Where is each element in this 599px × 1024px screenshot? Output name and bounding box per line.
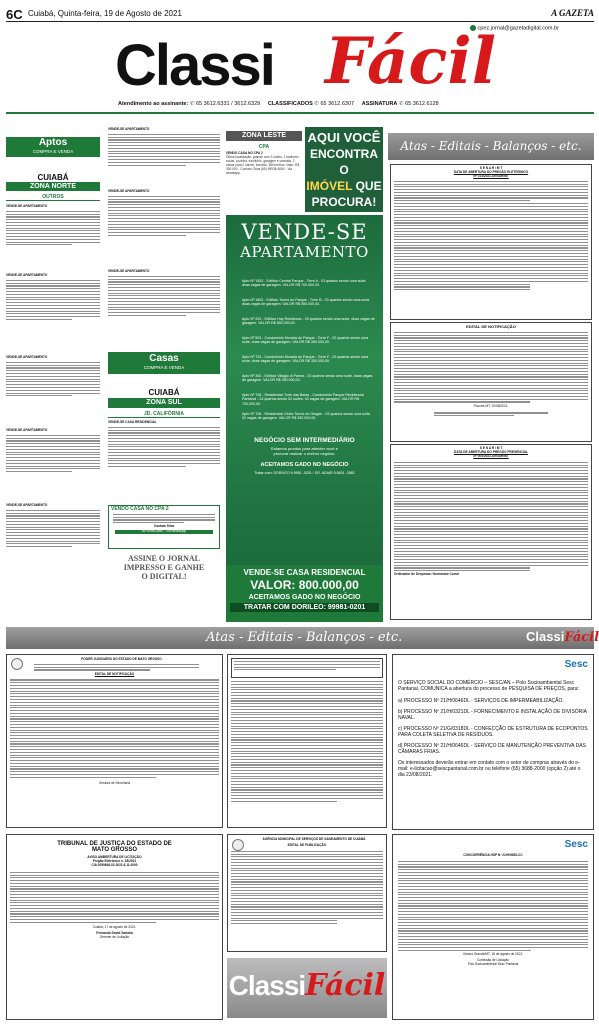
ad-title: VENDE-SE APARTAMENTO	[6, 355, 48, 359]
ad-body	[6, 435, 100, 472]
ad-body: Ótima localização, grande com 3 suítes, 1 banheiro social, cozinha, escritório, garagem e varanda. 2 casas para 2 carros, fornada, 380 metros. Valor: R$ 300.000 - Contato: Silva (65) 99936-6060 - Via whatsapp.	[226, 154, 300, 175]
classi-facil-bottom-logo	[227, 958, 387, 1018]
big-ad-sub: procurar realizar o melhor negócio.	[273, 451, 336, 456]
ad-body	[6, 362, 100, 396]
sesc-item: a) PROCESSO Nº 21/H/0646DL - SERVIÇOS DE IMPERMEABILIZAÇÃO.	[398, 698, 564, 704]
col1-ads	[6, 205, 100, 582]
notice-date: Cuiabá, 17 de agosto de 2021.	[92, 924, 137, 929]
zone-leste: ZONA LESTE	[226, 131, 302, 141]
notice-signer: Ordenador de Despesas: Normando Corral	[394, 572, 459, 577]
big-ad-no-middleman: NEGÓCIO SEM INTERMEDIÁRIO	[254, 437, 355, 444]
phone-icon: ✆	[314, 101, 319, 107]
promo-body	[109, 514, 219, 523]
subscribe-line: IMPRESSO E GANHE	[123, 563, 205, 572]
classified-ad	[108, 190, 220, 270]
classified-ad	[108, 270, 220, 350]
notice-table-header	[231, 658, 383, 678]
notice-org: PODER JUDICIÁRIO DO ESTADO DE MATO GROSSO	[81, 657, 162, 661]
notice-title: EDITAL DE NOTIFICAÇÃO	[466, 324, 516, 329]
subscribe-line: ASSINE O JORNAL	[127, 554, 200, 563]
big-ad-title: APARTAMENTO	[240, 243, 369, 261]
court-seal	[11, 658, 23, 670]
ad-title: VENDE-SE APARTAMENTO	[6, 204, 48, 208]
house-ad	[226, 565, 383, 622]
banner-line: ENCONTRA O	[310, 147, 378, 177]
phone-icon: ✆	[189, 101, 195, 107]
section-header-casas	[108, 352, 220, 374]
notice-org: TRIBUNAL DE JUSTIÇA DO ESTADO DE	[57, 841, 172, 847]
service-label: Atendimento ao assinante:	[118, 101, 189, 107]
ad-body	[108, 134, 220, 166]
subscribe-line: O DIGITAL!	[141, 572, 187, 581]
banner-line: PROCURA!	[311, 195, 377, 209]
service-phone: 65 3612.6331 / 3612.6329	[195, 101, 261, 107]
sesc-intro: O SERVIÇO SOCIAL DO COMÉRCIO – SESC/AN – Polo Socioambiental Sesc Pantanal, COMUNICA a abertura do processo de PESQUISA DE PREÇOS, para:	[398, 680, 579, 692]
ad-title: VENDE-SE APARTAMENTO	[108, 189, 150, 193]
col2-ads	[108, 128, 220, 350]
big-ad-accept: ACEITAMOS GADO NO NEGÓCIO	[260, 462, 349, 468]
promo-box	[108, 505, 220, 549]
classificados-phone: 65 3612.6307	[320, 101, 355, 107]
notice-notificacao	[390, 322, 592, 442]
zone-sul: ZONA SUL	[108, 398, 220, 408]
contact-line	[118, 101, 588, 110]
mini-brand-classi: Classi	[526, 629, 565, 644]
header-bar	[6, 6, 594, 22]
ad-body	[6, 280, 100, 320]
ad-title: VENDE-SE APARTAMENTO	[108, 269, 150, 273]
promo-title: VENDO CASA NO CPA 2	[111, 506, 169, 512]
brand-facil: Fácil	[325, 24, 496, 99]
big-ad-item: Apto Nº 708 - Residencial Torre das Baías - Condomínio Parque Residencial Pantanal - 03 quartos sendo 02 suítes, 02 vagas de garagem. VALOR R$ 700.000,00.	[242, 393, 364, 406]
paper-logo: A GAZETA	[551, 8, 594, 18]
notice-cia: CIA 0059846-02.2021.8.11.0000	[91, 862, 138, 867]
city-cuiaba: CUIABÁ	[148, 388, 180, 397]
ad-title: VENDE-SE CASA RESIDENCIAL	[108, 420, 157, 424]
notice-judiciario	[6, 654, 223, 828]
brand-logo	[115, 24, 496, 99]
notice-body	[10, 679, 219, 777]
notice-title: DATA DE ABERTURA DO PREGÃO PRESENCIAL	[454, 449, 528, 454]
ad-title: VENDE-SE APARTAMENTO	[6, 503, 48, 507]
notice-number: Nº 005/2021-SENAR/MT	[473, 453, 509, 458]
notice-org: Polo Socioambiental Sesc Pantanal	[467, 961, 519, 966]
zone-norte: ZONA NORTE	[6, 182, 100, 191]
house-contact: TRATAR COM DORILEO: 99981-0201	[230, 603, 379, 612]
notice-signer: Fernando David Sarlaha	[96, 930, 133, 935]
notice-table-lines	[232, 659, 382, 674]
notice-title: EDITAL DE PUBLICAÇÃO	[287, 842, 327, 847]
section-subtitle: COMPRA E VENDA	[143, 365, 185, 370]
notice-signature	[434, 412, 548, 416]
ad-title: VENDE-SE APARTAMENTO	[6, 428, 48, 432]
house-title: VENDE-SE CASA RESIDENCIAL	[243, 568, 366, 577]
notice-body	[398, 861, 588, 951]
brand-facil: Fácil	[305, 968, 386, 1003]
banner-atas-top	[388, 133, 594, 160]
big-ad-item: Apto Nº 708 - Residencial Clube Torres do Gmgae - 03 quartos sendo uma suíte, 02 vagas de garagem. VALOR R$ 350.000,00.	[242, 412, 371, 421]
mini-brand	[526, 629, 599, 645]
notice-title: DATA DE ABERTURA DO PREGÃO ELETRÔNICO	[453, 169, 529, 174]
banner-line: AQUI VOCÊ	[307, 130, 381, 145]
notice-tribunal	[6, 834, 223, 1020]
notice-title: CONCORRÊNCIA HSP Nº 21/H/0085-CC	[463, 853, 523, 857]
phone-icon: ✆	[398, 101, 404, 107]
notice-body	[231, 681, 383, 802]
classified-ad	[6, 356, 100, 429]
notice-city: Poconé-MT, 19/08/2021.	[473, 403, 509, 408]
classificados-label: CLASSIFICADOS	[267, 101, 313, 107]
notice-sesc-1	[392, 654, 594, 830]
notice-senar-2	[390, 444, 592, 620]
sesc-logo: Sesc	[564, 659, 588, 670]
ad-body	[108, 276, 220, 316]
notice-center-top	[227, 654, 387, 828]
assinatura-label: ASSINATURA	[361, 101, 398, 107]
section-title: Aptos	[38, 137, 68, 148]
notice-org: S E N A R / M T	[479, 446, 503, 450]
promo-contact: Contato Silva	[153, 524, 175, 529]
notice-sesc-2	[392, 834, 594, 1020]
sesc-item: b) PROCESSO Nº 21/H/0321DL - FORNECIMENTO E INSTALAÇÃO DE DIVISÓRIA NAVAL.	[398, 709, 587, 721]
city-cuiaba: CUIABÁ	[37, 173, 69, 182]
banner-text: Atas - Editais - Balanços - etc.	[206, 630, 403, 645]
email-link[interactable]: cpez.jornal@gazetadigital.com.br	[477, 25, 559, 32]
big-ad-item: Apto Nº 703 - Condomínio Morada do Parque - Torre F - 02 quartos sendo uma suíte, duas vagas de garagem. VALOR R$ 350.000,00.	[242, 355, 369, 364]
dateline: Cuiabá, Quinta-feira, 19 de Agosto de 2021	[28, 9, 182, 18]
banner-line: QUE	[355, 179, 382, 193]
promo-phone: 65 99936-6660 - Via WhatsApp	[115, 530, 213, 534]
ad-body	[6, 510, 100, 547]
ad-body	[108, 196, 220, 236]
notice-org: S E N A R / M T	[479, 166, 503, 170]
notice-senar-1	[390, 164, 592, 320]
classified-ad	[108, 421, 220, 499]
ad-title: VENDE-SE APARTAMENTO	[6, 273, 48, 277]
big-ad-sub: Estamos prontos para atender você e	[271, 446, 338, 451]
agency-logo	[232, 839, 244, 851]
ad-body	[108, 427, 220, 467]
ad-title: VENDO CASA NO CPA 2	[226, 151, 263, 155]
section-header-aptos	[6, 137, 100, 157]
banner-imovel	[305, 127, 383, 212]
notice-title: AVISO AMBERTURA DE LICITAÇÃO	[87, 855, 142, 859]
banner-text: Atas - Editais - Balanços - etc.	[400, 139, 582, 153]
brand-classi: Classi	[115, 33, 274, 98]
big-ad-item: Apto Nº 1803 - Edifício Torres do Parque - Torre B - 03 quartos sendo uma suíte, duas vagas de garagem. VALOR R$ 550.000,00.	[242, 298, 371, 307]
notice-role: Gerente de Licitação	[99, 934, 130, 939]
sesc-footer: Os interessados deverão entrar em contato com o setor de compras através do e-mail: e-licitacao@sescpantanal.com.br ou telefone (65) 3688-2000 (opção 2) até o dia 23/08/2021.	[398, 760, 581, 778]
sesc-item: d) PROCESSO Nº 21/H/0646DL - SERVIÇO DE MANUTENÇÃO PREVENTIVA DAS CÂMARAS FRIAS.	[398, 743, 586, 755]
house-accept: ACEITAMOS GADO NO NEGÓCIO	[248, 594, 361, 601]
notice-body	[231, 851, 383, 924]
header-rule	[6, 112, 594, 114]
classified-ad	[6, 504, 100, 582]
banner-atas-middle	[6, 627, 599, 649]
sesc-item: c) PROCESSO Nº 21/G/0318DL - CONFECÇÃO DE ESTRUTURA DE ECOPONTOS PARA COLETA SELETIVA DE RESÍDUOS.	[398, 726, 588, 738]
sesc-logo: Sesc	[564, 839, 588, 850]
notice-signer: Gestora de Secretaria	[98, 780, 131, 785]
classified-ad	[226, 152, 302, 212]
notice-body	[10, 872, 219, 923]
section-title: Casas	[149, 353, 179, 364]
big-ad-contacts: Tratar com: DORILEO 9.9981 -0201 / SR. ADAIR 9.8401 -2882	[254, 471, 355, 475]
big-ad-items	[226, 279, 383, 431]
subhead-jd-california: JD. CALIFÓRNIA	[108, 411, 220, 418]
notice-body	[394, 332, 588, 403]
notice-pregao: Pregão Eletrônico n. 28/2021	[92, 858, 137, 863]
house-value: VALOR: 800.000,00	[250, 578, 359, 592]
notice-signer: Comissão de Licitação	[476, 957, 510, 962]
classified-ad	[6, 274, 100, 356]
assinatura-phone: 65 3612.6128	[405, 101, 439, 107]
notice-date: Várzea Grande/MT, 18 de agosto de 2021.	[462, 952, 524, 956]
ad-body	[6, 211, 100, 245]
banner-highlight: IMÓVEL	[306, 179, 353, 193]
notice-body	[394, 462, 588, 572]
notice-org: MATO GROSSO	[91, 847, 138, 853]
subscribe-ad	[108, 554, 220, 584]
classified-ad	[6, 429, 100, 504]
big-ad-title: VENDE-SE	[241, 220, 368, 244]
big-ad-item: Apto Nº 503 - Condomínio Morada do Parque - Torre F - 02 quartos sendo uma suíte, duas vagas de garagem. VALOR R$ 350.000,00.	[242, 336, 369, 345]
notice-body	[394, 181, 588, 291]
notice-org: AGÊNCIA MUNICIPAL DE SERVIÇOS DE SANEAMENTO DE CUIABÁ	[262, 837, 366, 841]
section-subtitle: COMPRA E VENDA	[32, 149, 74, 154]
classified-ad	[6, 205, 100, 274]
big-ad-apartamento	[226, 215, 383, 565]
ad-title: VENDE-SE APARTAMENTO	[108, 127, 150, 131]
subhead-outros: OUTROS	[6, 194, 100, 201]
notice-number: Nº 013/2021-SENAR/MT	[473, 173, 509, 178]
big-ad-item: Apto Nº 1503 - Edifício Central Parque - Torre A - 03 quartos sendo uma suíte, duas vagas de garagem. VALOR R$ 700.000,00.	[242, 279, 367, 288]
mini-brand-facil: Fácil	[564, 630, 599, 645]
brand-classi: Classi	[228, 970, 306, 1001]
classified-ad	[108, 128, 220, 190]
notice-title: EDITAL DE NOTIFICAÇÃO	[94, 671, 135, 676]
big-ad-item: Apto Nº 202 - Edifício Hay Residence - 03 quartos sendo uma suíte, duas vagas de garagem. VALOR R$ 550.000,00.	[242, 317, 375, 326]
notice-header-lines	[34, 664, 199, 671]
notice-center-bottom	[227, 834, 387, 952]
page-number: 6C	[6, 7, 23, 22]
subhead-cpa: CPA	[258, 144, 270, 150]
big-ad-item: Apto Nº 302 - Edifício Villagio di Parma - 03 quartos sendo uma suíte, duas vagas de garagem. VALOR R$ 350.000,00.	[242, 374, 373, 383]
banner-line-row	[305, 178, 383, 194]
